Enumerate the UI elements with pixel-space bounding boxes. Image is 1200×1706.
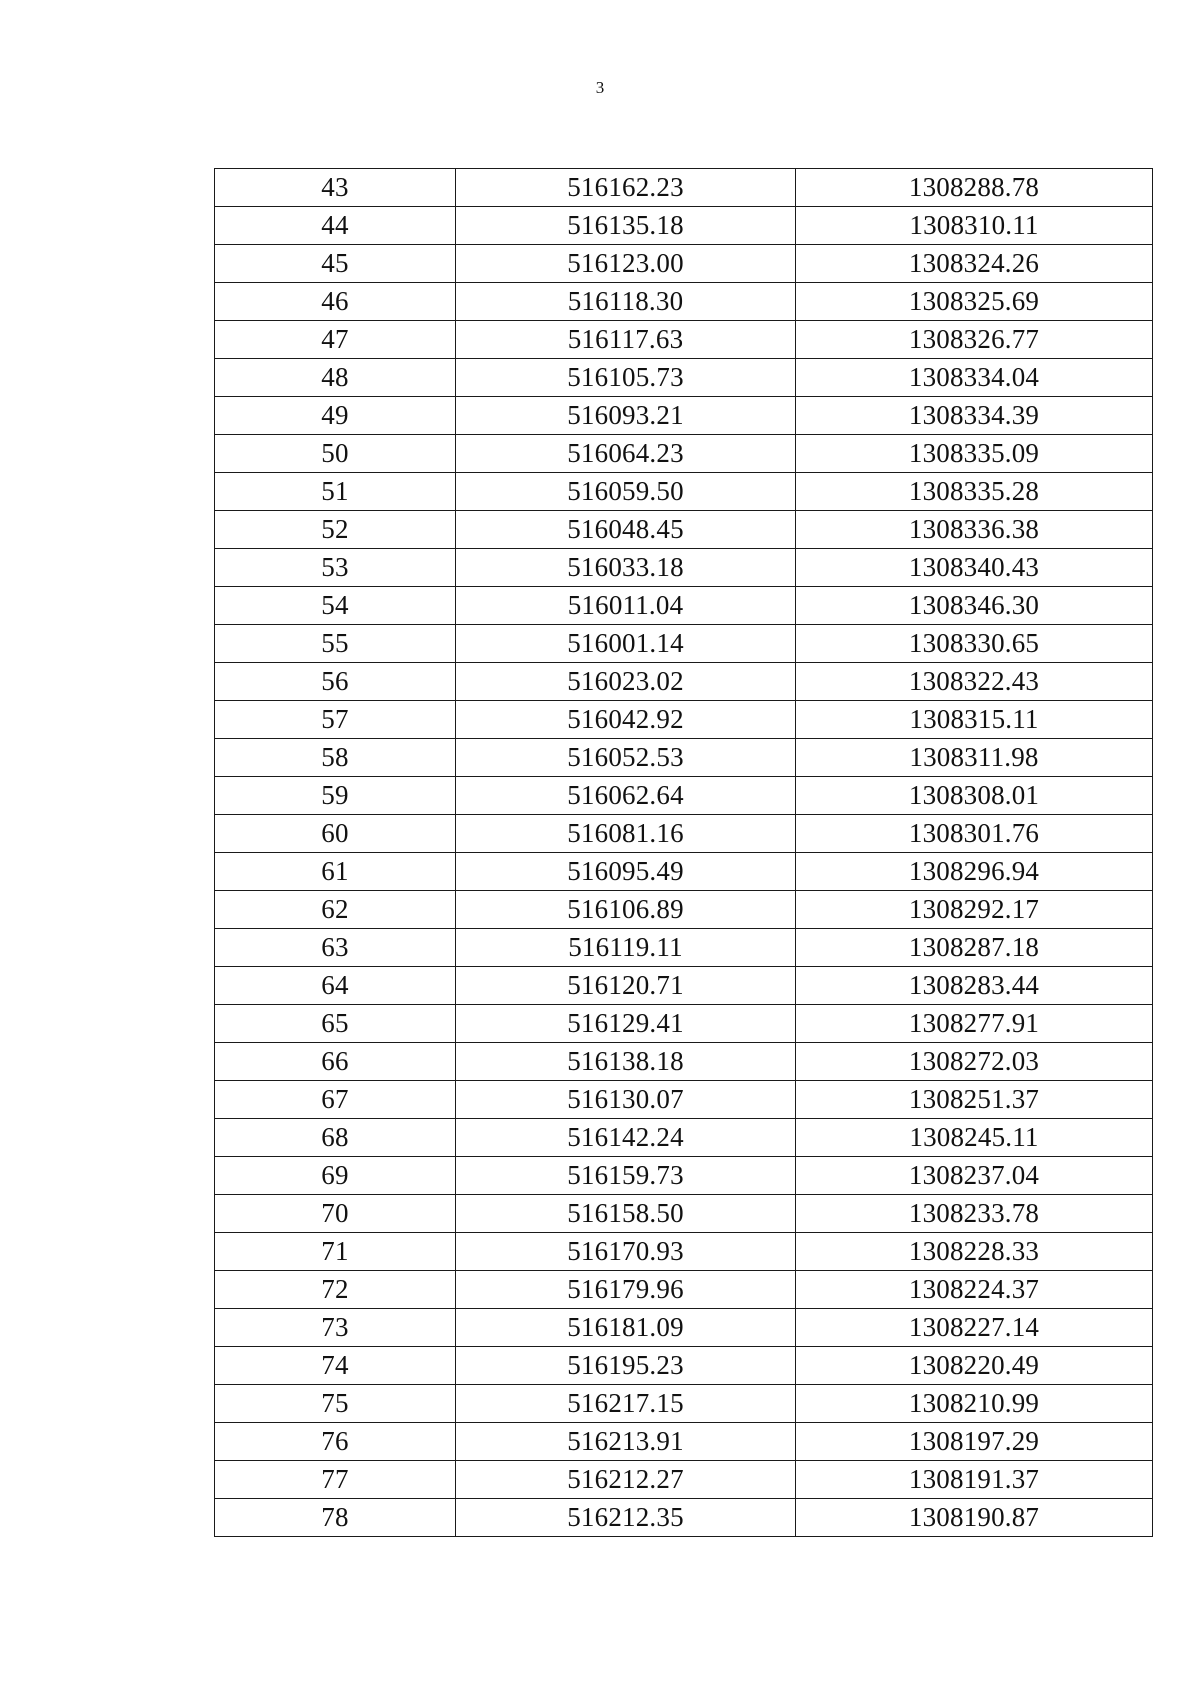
table-row xyxy=(215,1385,1153,1423)
point-number-cell: 71 xyxy=(215,1233,456,1271)
x-coordinate-cell: 516117.63 xyxy=(456,321,796,359)
table-row xyxy=(215,283,1153,321)
x-coordinate-cell: 516142.24 xyxy=(456,1119,796,1157)
x-coordinate-cell: 516162.23 xyxy=(456,169,796,207)
point-number-cell: 72 xyxy=(215,1271,456,1309)
table-row xyxy=(215,511,1153,549)
y-coordinate-cell: 1308301.76 xyxy=(796,815,1153,853)
y-coordinate-cell: 1308287.18 xyxy=(796,929,1153,967)
coordinates-table-body xyxy=(215,169,1153,1537)
table-row xyxy=(215,1271,1153,1309)
x-coordinate-cell: 516106.89 xyxy=(456,891,796,929)
y-coordinate-cell: 1308233.78 xyxy=(796,1195,1153,1233)
y-coordinate-cell: 1308346.30 xyxy=(796,587,1153,625)
table-row xyxy=(215,815,1153,853)
point-number-cell: 73 xyxy=(215,1309,456,1347)
table-row xyxy=(215,435,1153,473)
y-coordinate-cell: 1308340.43 xyxy=(796,549,1153,587)
x-coordinate-cell: 516119.11 xyxy=(456,929,796,967)
x-coordinate-cell: 516212.35 xyxy=(456,1499,796,1537)
point-number-cell: 59 xyxy=(215,777,456,815)
x-coordinate-cell: 516011.04 xyxy=(456,587,796,625)
table-row xyxy=(215,1347,1153,1385)
y-coordinate-cell: 1308197.29 xyxy=(796,1423,1153,1461)
y-coordinate-cell: 1308315.11 xyxy=(796,701,1153,739)
point-number-cell: 56 xyxy=(215,663,456,701)
table-row xyxy=(215,245,1153,283)
table-row xyxy=(215,169,1153,207)
table-row xyxy=(215,1005,1153,1043)
x-coordinate-cell: 516059.50 xyxy=(456,473,796,511)
y-coordinate-cell: 1308334.39 xyxy=(796,397,1153,435)
table-row xyxy=(215,853,1153,891)
x-coordinate-cell: 516052.53 xyxy=(456,739,796,777)
x-coordinate-cell: 516129.41 xyxy=(456,1005,796,1043)
y-coordinate-cell: 1308335.09 xyxy=(796,435,1153,473)
point-number-cell: 50 xyxy=(215,435,456,473)
coordinates-table xyxy=(214,168,1153,1537)
point-number-cell: 61 xyxy=(215,853,456,891)
point-number-cell: 51 xyxy=(215,473,456,511)
table-row xyxy=(215,1461,1153,1499)
point-number-cell: 53 xyxy=(215,549,456,587)
point-number-cell: 65 xyxy=(215,1005,456,1043)
table-row xyxy=(215,1195,1153,1233)
point-number-cell: 76 xyxy=(215,1423,456,1461)
x-coordinate-cell: 516064.23 xyxy=(456,435,796,473)
point-number-cell: 67 xyxy=(215,1081,456,1119)
y-coordinate-cell: 1308251.37 xyxy=(796,1081,1153,1119)
x-coordinate-cell: 516217.15 xyxy=(456,1385,796,1423)
y-coordinate-cell: 1308326.77 xyxy=(796,321,1153,359)
y-coordinate-cell: 1308288.78 xyxy=(796,169,1153,207)
table-row xyxy=(215,967,1153,1005)
x-coordinate-cell: 516212.27 xyxy=(456,1461,796,1499)
x-coordinate-cell: 516138.18 xyxy=(456,1043,796,1081)
point-number-cell: 60 xyxy=(215,815,456,853)
point-number-cell: 49 xyxy=(215,397,456,435)
y-coordinate-cell: 1308227.14 xyxy=(796,1309,1153,1347)
point-number-cell: 44 xyxy=(215,207,456,245)
table-row xyxy=(215,625,1153,663)
y-coordinate-cell: 1308310.11 xyxy=(796,207,1153,245)
x-coordinate-cell: 516023.02 xyxy=(456,663,796,701)
point-number-cell: 57 xyxy=(215,701,456,739)
point-number-cell: 66 xyxy=(215,1043,456,1081)
x-coordinate-cell: 516081.16 xyxy=(456,815,796,853)
point-number-cell: 52 xyxy=(215,511,456,549)
x-coordinate-cell: 516130.07 xyxy=(456,1081,796,1119)
y-coordinate-cell: 1308334.04 xyxy=(796,359,1153,397)
table-row xyxy=(215,701,1153,739)
table-row xyxy=(215,1157,1153,1195)
x-coordinate-cell: 516120.71 xyxy=(456,967,796,1005)
y-coordinate-cell: 1308311.98 xyxy=(796,739,1153,777)
x-coordinate-cell: 516195.23 xyxy=(456,1347,796,1385)
x-coordinate-cell: 516105.73 xyxy=(456,359,796,397)
y-coordinate-cell: 1308224.37 xyxy=(796,1271,1153,1309)
y-coordinate-cell: 1308308.01 xyxy=(796,777,1153,815)
x-coordinate-cell: 516213.91 xyxy=(456,1423,796,1461)
point-number-cell: 45 xyxy=(215,245,456,283)
x-coordinate-cell: 516033.18 xyxy=(456,549,796,587)
table-row xyxy=(215,1423,1153,1461)
y-coordinate-cell: 1308336.38 xyxy=(796,511,1153,549)
point-number-cell: 46 xyxy=(215,283,456,321)
x-coordinate-cell: 516062.64 xyxy=(456,777,796,815)
point-number-cell: 74 xyxy=(215,1347,456,1385)
table-row xyxy=(215,1233,1153,1271)
y-coordinate-cell: 1308292.17 xyxy=(796,891,1153,929)
x-coordinate-cell: 516048.45 xyxy=(456,511,796,549)
table-row xyxy=(215,1499,1153,1537)
y-coordinate-cell: 1308330.65 xyxy=(796,625,1153,663)
table-row xyxy=(215,739,1153,777)
point-number-cell: 69 xyxy=(215,1157,456,1195)
table-row xyxy=(215,587,1153,625)
point-number-cell: 54 xyxy=(215,587,456,625)
table-row xyxy=(215,397,1153,435)
table-row xyxy=(215,1309,1153,1347)
y-coordinate-cell: 1308190.87 xyxy=(796,1499,1153,1537)
y-coordinate-cell: 1308191.37 xyxy=(796,1461,1153,1499)
table-row xyxy=(215,549,1153,587)
y-coordinate-cell: 1308245.11 xyxy=(796,1119,1153,1157)
x-coordinate-cell: 516170.93 xyxy=(456,1233,796,1271)
point-number-cell: 70 xyxy=(215,1195,456,1233)
point-number-cell: 62 xyxy=(215,891,456,929)
point-number-cell: 43 xyxy=(215,169,456,207)
point-number-cell: 55 xyxy=(215,625,456,663)
x-coordinate-cell: 516159.73 xyxy=(456,1157,796,1195)
table-row xyxy=(215,359,1153,397)
point-number-cell: 48 xyxy=(215,359,456,397)
y-coordinate-cell: 1308220.49 xyxy=(796,1347,1153,1385)
y-coordinate-cell: 1308325.69 xyxy=(796,283,1153,321)
table-row xyxy=(215,929,1153,967)
x-coordinate-cell: 516118.30 xyxy=(456,283,796,321)
y-coordinate-cell: 1308324.26 xyxy=(796,245,1153,283)
point-number-cell: 47 xyxy=(215,321,456,359)
x-coordinate-cell: 516042.92 xyxy=(456,701,796,739)
table-row xyxy=(215,663,1153,701)
y-coordinate-cell: 1308296.94 xyxy=(796,853,1153,891)
table-row xyxy=(215,1043,1153,1081)
x-coordinate-cell: 516135.18 xyxy=(456,207,796,245)
table-row xyxy=(215,891,1153,929)
table-row xyxy=(215,207,1153,245)
y-coordinate-cell: 1308237.04 xyxy=(796,1157,1153,1195)
point-number-cell: 75 xyxy=(215,1385,456,1423)
y-coordinate-cell: 1308210.99 xyxy=(796,1385,1153,1423)
table-row xyxy=(215,777,1153,815)
table-row xyxy=(215,1119,1153,1157)
y-coordinate-cell: 1308277.91 xyxy=(796,1005,1153,1043)
point-number-cell: 63 xyxy=(215,929,456,967)
y-coordinate-cell: 1308335.28 xyxy=(796,473,1153,511)
x-coordinate-cell: 516158.50 xyxy=(456,1195,796,1233)
table-row xyxy=(215,1081,1153,1119)
point-number-cell: 58 xyxy=(215,739,456,777)
x-coordinate-cell: 516095.49 xyxy=(456,853,796,891)
y-coordinate-cell: 1308272.03 xyxy=(796,1043,1153,1081)
page-number: 3 xyxy=(595,78,605,97)
table-row xyxy=(215,473,1153,511)
y-coordinate-cell: 1308228.33 xyxy=(796,1233,1153,1271)
y-coordinate-cell: 1308322.43 xyxy=(796,663,1153,701)
x-coordinate-cell: 516001.14 xyxy=(456,625,796,663)
x-coordinate-cell: 516179.96 xyxy=(456,1271,796,1309)
x-coordinate-cell: 516181.09 xyxy=(456,1309,796,1347)
x-coordinate-cell: 516123.00 xyxy=(456,245,796,283)
point-number-cell: 78 xyxy=(215,1499,456,1537)
point-number-cell: 77 xyxy=(215,1461,456,1499)
point-number-cell: 68 xyxy=(215,1119,456,1157)
table-row xyxy=(215,321,1153,359)
x-coordinate-cell: 516093.21 xyxy=(456,397,796,435)
y-coordinate-cell: 1308283.44 xyxy=(796,967,1153,1005)
point-number-cell: 64 xyxy=(215,967,456,1005)
